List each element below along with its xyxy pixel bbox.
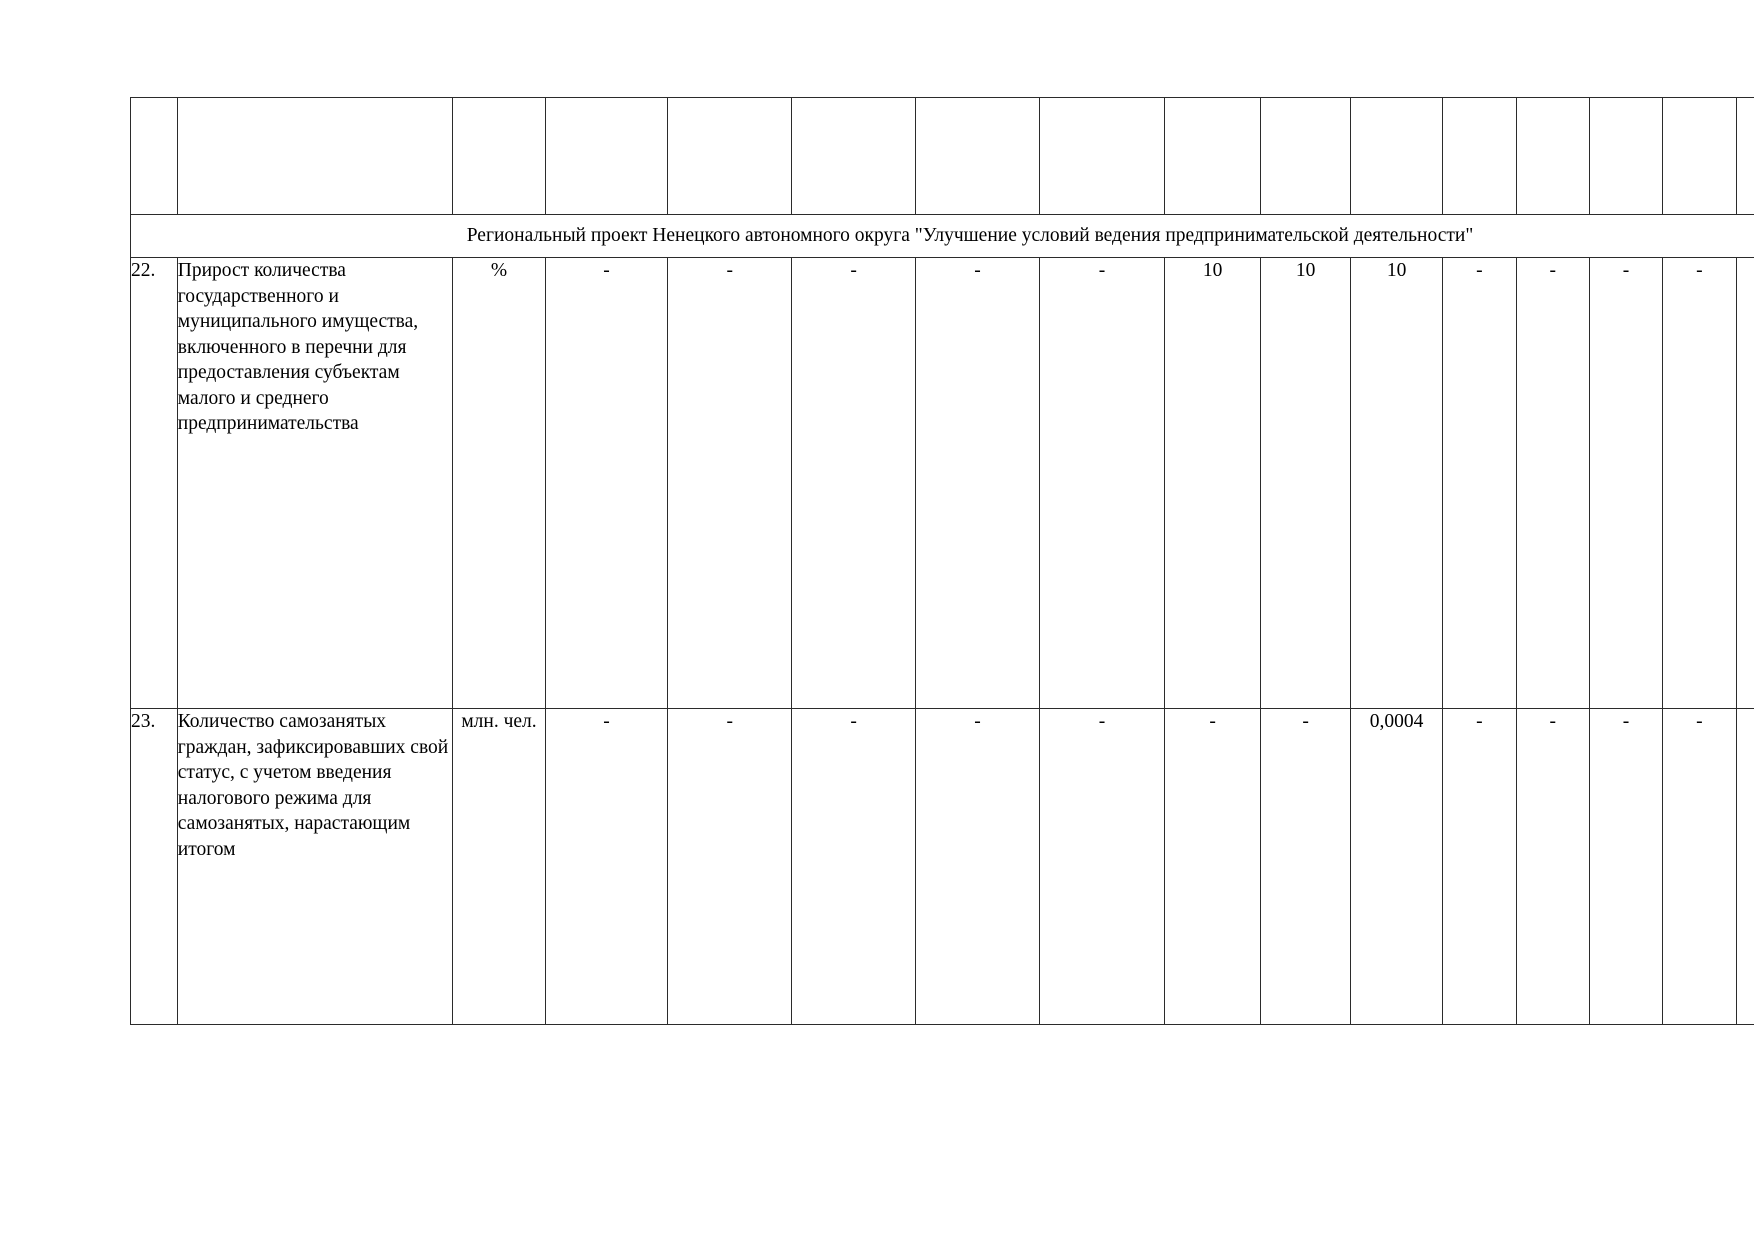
- indicator-value: -: [1589, 258, 1662, 709]
- indicator-value: -: [1261, 709, 1351, 1025]
- indicator-value-overflow: [1736, 709, 1754, 1025]
- indicator-name: Прирост количества государственного и муниципального имущества, включенного в перечни для предоставления субъектам малого и среднего предпринимательства: [177, 258, 453, 709]
- indicator-value: -: [1516, 258, 1589, 709]
- indicator-value: -: [792, 709, 916, 1025]
- indicator-value: -: [1663, 258, 1736, 709]
- indicator-unit: млн. чел.: [453, 709, 545, 1025]
- table-row-blank-continuation: [131, 98, 1754, 215]
- blank-cell-unit: [453, 98, 545, 215]
- blank-cell-num: [131, 98, 178, 215]
- blank-cell-value: [1165, 98, 1261, 215]
- indicator-value: -: [1039, 258, 1164, 709]
- indicator-value: -: [916, 258, 1040, 709]
- indicator-value: -: [1589, 709, 1662, 1025]
- blank-cell-name: [177, 98, 453, 215]
- indicator-value: 0,0004: [1350, 709, 1442, 1025]
- row-number: 22.: [131, 258, 178, 709]
- indicator-value: -: [545, 709, 668, 1025]
- blank-cell-value: [1663, 98, 1736, 215]
- table-row-section-banner: [131, 215, 1754, 258]
- row-number: 23.: [131, 709, 178, 1025]
- indicator-name: Количество самозанятых граждан, зафиксировавших свой статус, с учетом введения налогового режима для самозанятых, нарастающим итогом: [177, 709, 453, 1025]
- indicator-value: -: [668, 709, 792, 1025]
- indicator-value: -: [916, 709, 1040, 1025]
- indicator-value: 10: [1350, 258, 1442, 709]
- blank-cell-value: [1516, 98, 1589, 215]
- indicator-value: -: [1516, 709, 1589, 1025]
- indicators-table: [130, 97, 1754, 1025]
- table-row: [131, 709, 1754, 1025]
- blank-cell-value: [1736, 98, 1754, 215]
- blank-cell-value: [916, 98, 1040, 215]
- section-banner-title: Региональный проект Ненецкого автономного округа "Улучшение условий ведения предпринимательской деятельности": [131, 215, 1754, 258]
- indicator-value: -: [668, 258, 792, 709]
- indicator-value: -: [1165, 709, 1261, 1025]
- indicator-unit: %: [453, 258, 545, 709]
- indicator-value: -: [1663, 709, 1736, 1025]
- blank-cell-value: [1350, 98, 1442, 215]
- indicator-value: -: [1039, 709, 1164, 1025]
- indicator-value: 10: [1165, 258, 1261, 709]
- indicator-value: -: [1443, 709, 1516, 1025]
- blank-cell-value: [668, 98, 792, 215]
- blank-cell-value: [1589, 98, 1662, 215]
- blank-cell-value: [1443, 98, 1516, 215]
- indicator-value: -: [1443, 258, 1516, 709]
- indicator-value: 10: [1261, 258, 1351, 709]
- indicator-value: -: [792, 258, 916, 709]
- table-row: [131, 258, 1754, 709]
- blank-cell-value: [792, 98, 916, 215]
- blank-cell-value: [1039, 98, 1164, 215]
- indicator-value-overflow: [1736, 258, 1754, 709]
- blank-cell-value: [1261, 98, 1351, 215]
- indicator-value: -: [545, 258, 668, 709]
- blank-cell-value: [545, 98, 668, 215]
